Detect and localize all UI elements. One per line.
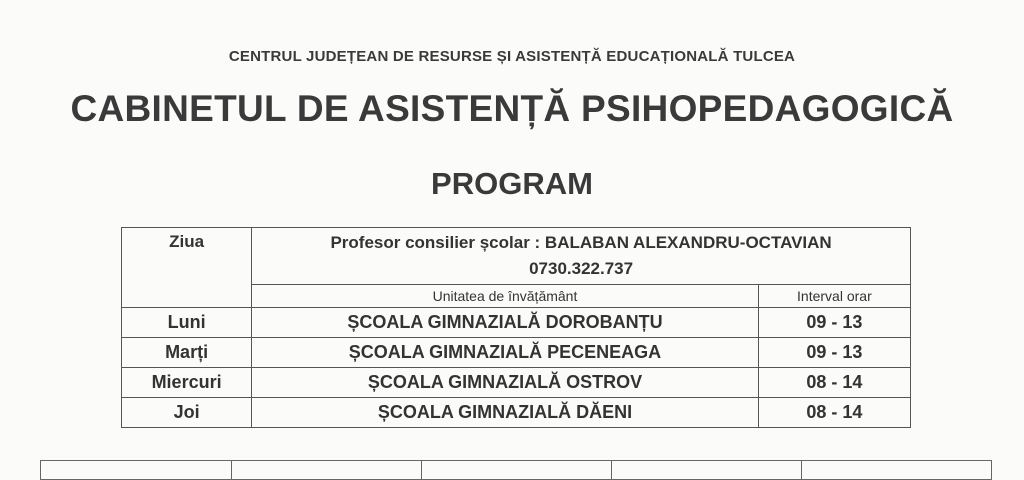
row-day: Joi bbox=[122, 398, 252, 428]
row-school: ȘCOALA GIMNAZIALĂ PECENEAGA bbox=[252, 338, 759, 368]
counselor-name: Profesor consilier școlar : BALABAN ALEXANDRU-OCTAVIAN bbox=[330, 233, 832, 252]
page-subtitle: PROGRAM bbox=[431, 166, 593, 201]
organization-heading: CENTRUL JUDEȚEAN DE RESURSE ȘI ASISTENȚĂ EDUCAȚIONALĂ TULCEA bbox=[228, 48, 796, 65]
row-interval: 08 - 14 bbox=[758, 398, 910, 428]
row-day: Marți bbox=[122, 338, 252, 368]
row-school: ȘCOALA GIMNAZIALĂ OSTROV bbox=[252, 368, 759, 398]
interval-column-header: Interval orar bbox=[758, 285, 910, 308]
row-school: ȘCOALA GIMNAZIALĂ DĂENI bbox=[252, 398, 759, 428]
school-column-header: Unitatea de învățământ bbox=[252, 285, 759, 308]
day-column-header: Ziua bbox=[122, 228, 252, 308]
table-row bbox=[122, 398, 911, 428]
page-title: CABINETUL DE ASISTENȚĂ PSIHOPEDAGOGICĂ bbox=[70, 88, 954, 129]
row-interval: 08 - 14 bbox=[758, 368, 910, 398]
row-interval: 09 - 13 bbox=[758, 338, 910, 368]
row-school: ȘCOALA GIMNAZIALĂ DOROBANȚU bbox=[252, 308, 759, 338]
counselor-phone: 0730.322.737 bbox=[529, 259, 634, 278]
table-row bbox=[122, 338, 911, 368]
counselor-header bbox=[252, 228, 911, 285]
table-row bbox=[122, 368, 911, 398]
row-interval: 09 - 13 bbox=[758, 308, 910, 338]
table-row bbox=[122, 308, 911, 338]
row-day: Miercuri bbox=[122, 368, 252, 398]
row-day: Luni bbox=[122, 308, 252, 338]
next-table-edge bbox=[40, 460, 992, 480]
schedule-table bbox=[121, 227, 911, 428]
